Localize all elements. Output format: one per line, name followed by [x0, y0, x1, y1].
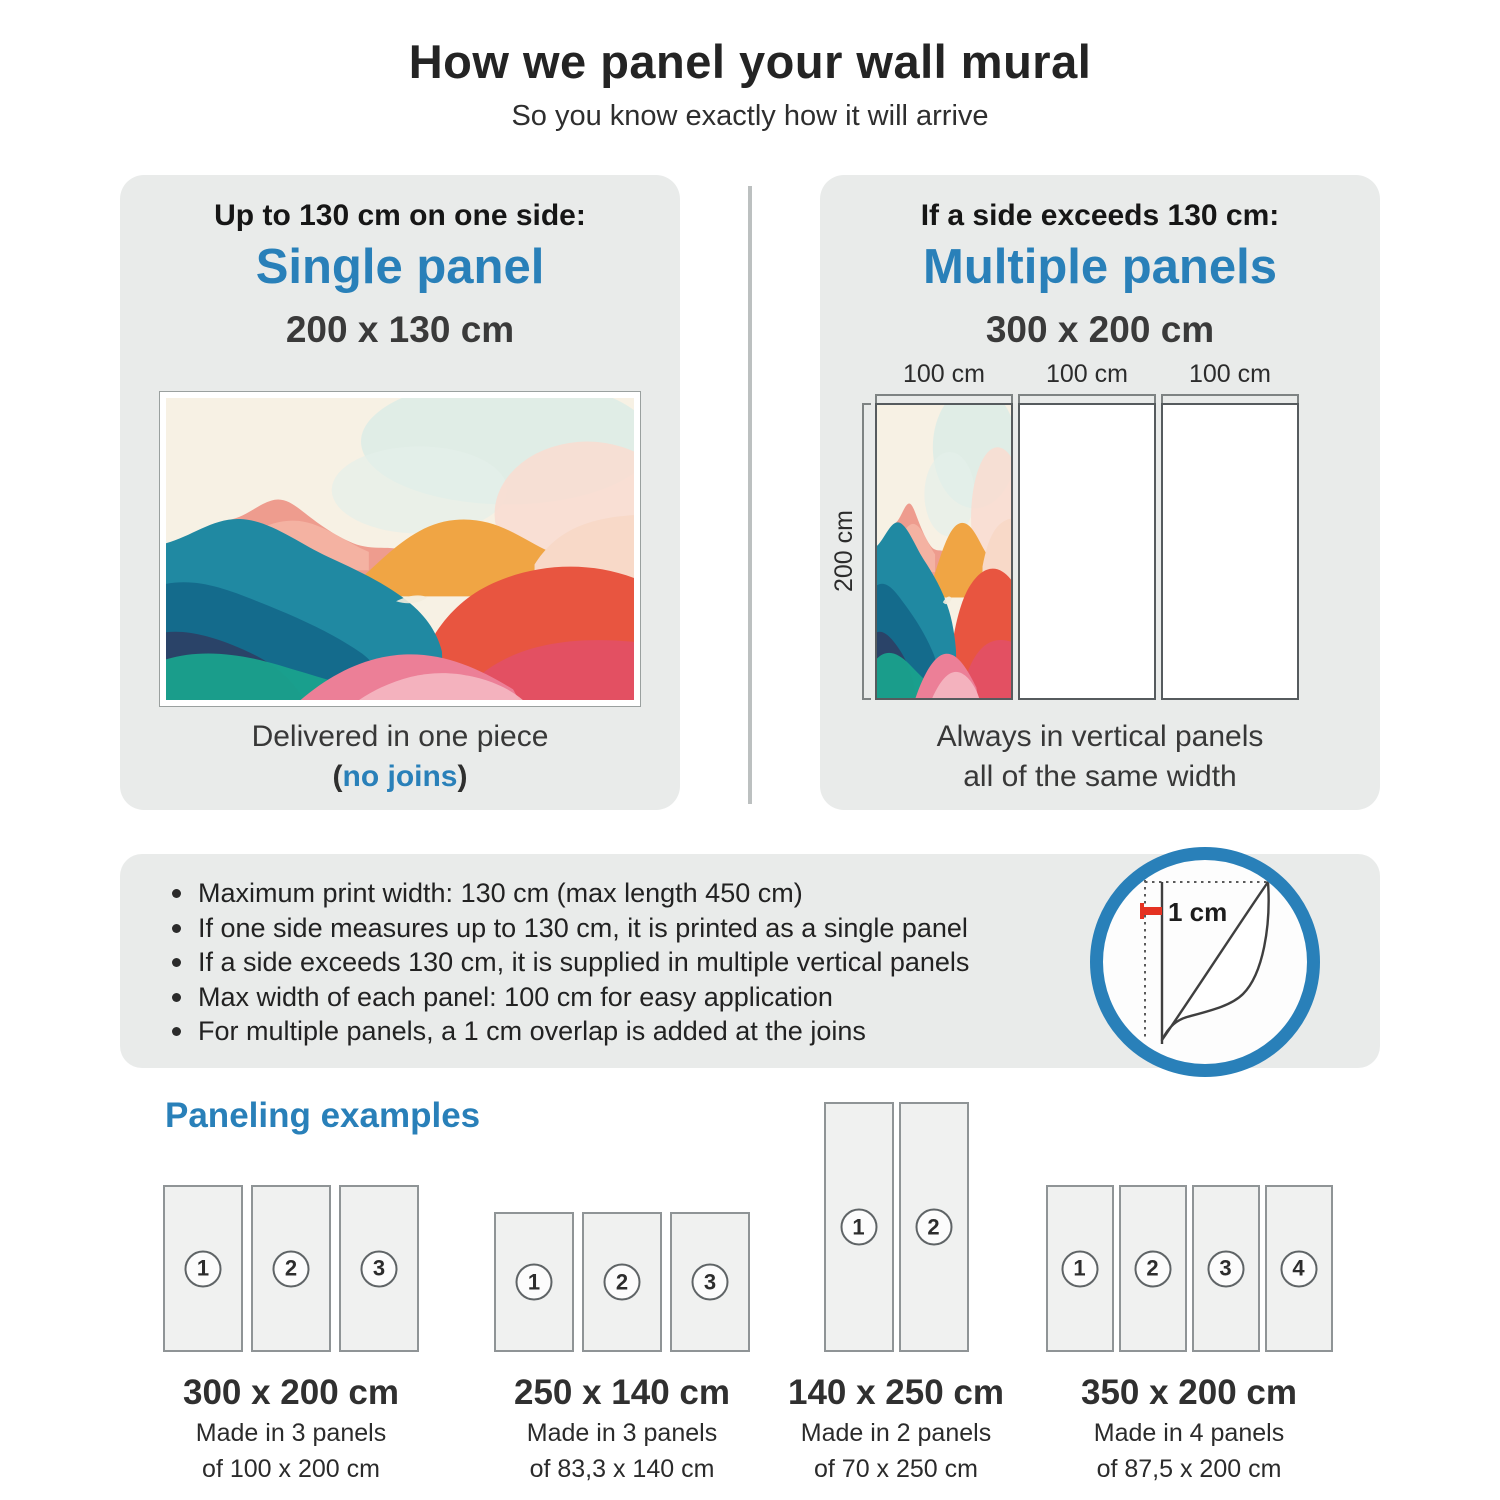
info-bullet-3: If a side exceeds 130 cm, it is supplied in multiple vertical panels	[162, 945, 1102, 980]
single-panel-note-joins	[120, 760, 680, 794]
paneling-examples-heading: Paneling examples	[165, 1096, 481, 1135]
multiple-panels-condition: If a side exceeds 130 cm:	[920, 199, 1280, 232]
example-panels-line: Made in 3 panels	[526, 1419, 718, 1447]
example-panels-line: Made in 2 panels	[800, 1419, 992, 1447]
page-title: How we panel your wall mural	[408, 35, 1092, 88]
width-label-1: 100 cm	[903, 360, 985, 388]
single-panel-condition: Up to 130 cm on one side:	[214, 199, 586, 232]
multiple-panels-size: 300 x 200 cm	[985, 309, 1215, 350]
multiple-panels-note-line1: Always in vertical panels	[936, 720, 1264, 753]
panel-number-badge: 4	[1280, 1250, 1317, 1287]
single-panel-title: Single panel	[255, 240, 545, 294]
page-subtitle: So you know exactly how it will arrive	[511, 100, 989, 132]
panel-number-badge: 1	[840, 1209, 877, 1246]
panel-number-badge: 1	[1061, 1250, 1098, 1287]
width-bracket-1	[875, 394, 1013, 403]
height-measure-bracket	[862, 403, 871, 700]
width-label-2: 100 cm	[1046, 360, 1128, 388]
single-panel-card	[120, 175, 680, 810]
panel-number-badge: 2	[273, 1250, 310, 1287]
example-size: 250 x 140 cm	[513, 1373, 730, 1412]
height-label: 200 cm	[830, 510, 858, 592]
example-dims-line: of 100 x 200 cm	[202, 1455, 380, 1483]
panel-number-badge: 3	[361, 1250, 398, 1287]
paren-open: (	[332, 760, 343, 793]
panel	[1046, 1185, 1114, 1352]
info-bullet-5: For multiple panels, a 1 cm overlap is added at the joins	[162, 1014, 1102, 1049]
example-350x200	[1029, 1185, 1349, 1483]
example-panels-line: Made in 4 panels	[1093, 1419, 1285, 1447]
example-size: 140 x 250 cm	[787, 1373, 1004, 1412]
example-size: 350 x 200 cm	[1080, 1373, 1297, 1412]
width-measure-brackets	[875, 394, 1299, 403]
mural-panel-3	[1161, 403, 1299, 700]
panel-number-badge: 2	[915, 1209, 952, 1246]
example-dims-line: of 87,5 x 200 cm	[1096, 1455, 1282, 1483]
cards-divider	[748, 186, 752, 804]
example-140x250	[736, 1102, 1056, 1483]
single-panel-mural-image	[159, 391, 641, 707]
multi-panel-mural-image	[875, 403, 1299, 700]
panel-number-badge: 1	[516, 1264, 553, 1301]
multiple-panels-note-line2: all of the same width	[963, 760, 1237, 793]
example-250x140-panels	[494, 1212, 750, 1352]
panel	[824, 1102, 894, 1352]
panel	[251, 1185, 331, 1352]
mural-panel-2	[1018, 403, 1156, 700]
panel-number-badge: 2	[1134, 1250, 1171, 1287]
example-dims-line: of 70 x 250 cm	[814, 1455, 978, 1483]
example-140x250-panels	[824, 1102, 969, 1352]
example-300x200	[131, 1185, 451, 1483]
info-bullet-list	[162, 876, 1102, 1049]
example-250x140	[462, 1212, 782, 1483]
multiple-panels-card	[820, 175, 1380, 810]
mural-panel-1	[875, 403, 1013, 700]
no-joins-text: no joins	[342, 760, 458, 793]
panel-number-badge: 3	[1207, 1250, 1244, 1287]
example-panels-line: Made in 3 panels	[195, 1419, 387, 1447]
panel-number-badge: 3	[692, 1264, 729, 1301]
single-panel-size: 200 x 130 cm	[285, 309, 515, 350]
paren-close: )	[457, 760, 468, 793]
info-bullet-1: Maximum print width: 130 cm (max length 450 cm)	[162, 876, 1102, 911]
panel-number-badge: 1	[185, 1250, 222, 1287]
panel-number-badge: 2	[604, 1264, 641, 1301]
panel	[1192, 1185, 1260, 1352]
width-label-3: 100 cm	[1189, 360, 1271, 388]
panel	[494, 1212, 574, 1352]
example-300x200-panels	[163, 1185, 419, 1352]
info-bullet-2: If one side measures up to 130 cm, it is printed as a single panel	[162, 911, 1102, 946]
panel	[899, 1102, 969, 1352]
panel	[1119, 1185, 1187, 1352]
panel	[163, 1185, 243, 1352]
multiple-panels-title: Multiple panels	[923, 240, 1277, 294]
width-bracket-3	[1161, 394, 1299, 403]
info-bullet-4: Max width of each panel: 100 cm for easy application	[162, 980, 1102, 1015]
panel	[1265, 1185, 1333, 1352]
example-350x200-panels	[1046, 1185, 1333, 1352]
example-size: 300 x 200 cm	[182, 1373, 399, 1412]
panel-width-labels	[875, 360, 1299, 389]
single-panel-note: Delivered in one piece	[251, 720, 549, 753]
example-dims-line: of 83,3 x 140 cm	[529, 1455, 715, 1483]
overlap-page-curl-icon	[1090, 847, 1320, 1077]
width-bracket-2	[1018, 394, 1156, 403]
panel	[339, 1185, 419, 1352]
panel	[582, 1212, 662, 1352]
overlap-measure-label: 1 cm	[1168, 897, 1228, 927]
